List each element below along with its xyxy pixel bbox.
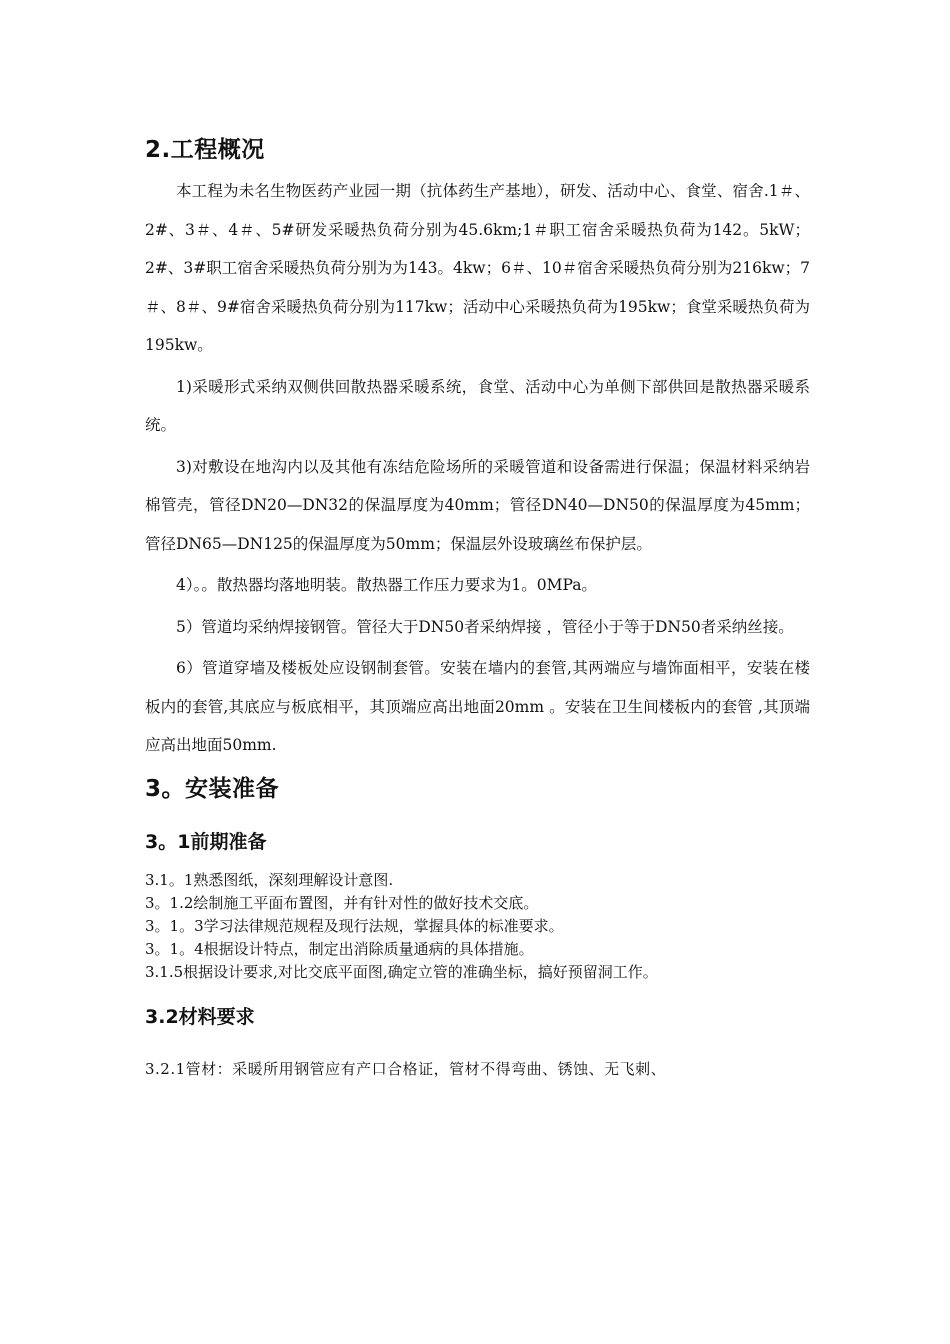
list-item: 3.1.5根据设计要求,对比交底平面图,确定立管的准确坐标，搞好预留洞工作。 [145, 962, 658, 981]
subsection-3-1-heading: 3。1前期准备 [145, 830, 267, 853]
subsection-3-2-heading: 3.2材料要求 [145, 1005, 255, 1028]
section-2-body [145, 172, 810, 765]
list-item: 3。1。4根据设计特点，制定出消除质量通病的具体措施。 [145, 939, 534, 958]
list-item: 3.1。1熟悉图纸，深刻理解设计意图. [145, 870, 394, 889]
paragraph-sleeves: 6）管道穿墙及楼板处应设钢制套管。安装在墙内的套管,其两端应与墙饰面相平，安装在楼板内的套管,其底应与板底相平，其顶端应高出地面20mm 。安装在卫生间楼板内的套管 ,其顶端应高出地面50mm. [145, 659, 810, 754]
paragraph-heating-form: 1)采暖形式采纳双侧供回散热器采暖系统，食堂、活动中心为单侧下部供回是散热器采暖系统。 [145, 377, 810, 434]
subsection-3-2-list [145, 1058, 810, 1081]
paragraph-insulation: 3)对敷设在地沟内以及其他有冻结危险场所的采暖管道和设备需进行保温；保温材料采纳岩棉管壳，管径DN20—DN32的保温厚度为40mm；管径DN40—DN50的保温厚度为45mm；管径DN65—DN125的保温厚度为50mm；保温层外设玻璃丝布保护层。 [145, 457, 810, 553]
subsection-3-1-list [145, 869, 810, 984]
section-2-heading: 2.工程概况 [145, 137, 265, 163]
paragraph-overview: 本工程为未名生物医药产业园一期（抗体药生产基地），研发、活动中心、食堂、宿舍.1＃、2#、3＃、4＃、5#研发采暖热负荷分别为45.6km;1＃职工宿舍采暖热负荷为142。5kW；2#、3#职工宿舍采暖热负荷分别为为143。4kw；6＃、10＃宿舍采暖热负荷分别为216kw；7＃、8＃、9#宿舍采暖热负荷分别为117kw；活动中心采暖热负荷为195kw；食堂采暖热负荷为195kw。 [145, 182, 810, 354]
list-item: 3。1.2绘制施工平面布置图，并有针对性的做好技术交底。 [145, 893, 539, 912]
section-3-heading: 3。安装准备 [145, 775, 280, 802]
paragraph-radiators: 4）。。散热器均落地明装。散热器工作压力要求为1。0MPa。 [176, 576, 597, 594]
list-item: 3.2.1管材：采暖所用钢管应有产口合格证，管材不得弯曲、锈蚀、无飞刺、 [145, 1059, 667, 1078]
document-page [145, 132, 810, 1081]
list-item: 3。1。3学习法律规范规程及现行法规，掌握具体的标准要求。 [145, 916, 564, 935]
paragraph-pipes: 5）管道均采纳焊接钢管。管径大于DN50者采纳焊接 ，管径小于等于DN50者采纳丝接。 [176, 617, 794, 636]
